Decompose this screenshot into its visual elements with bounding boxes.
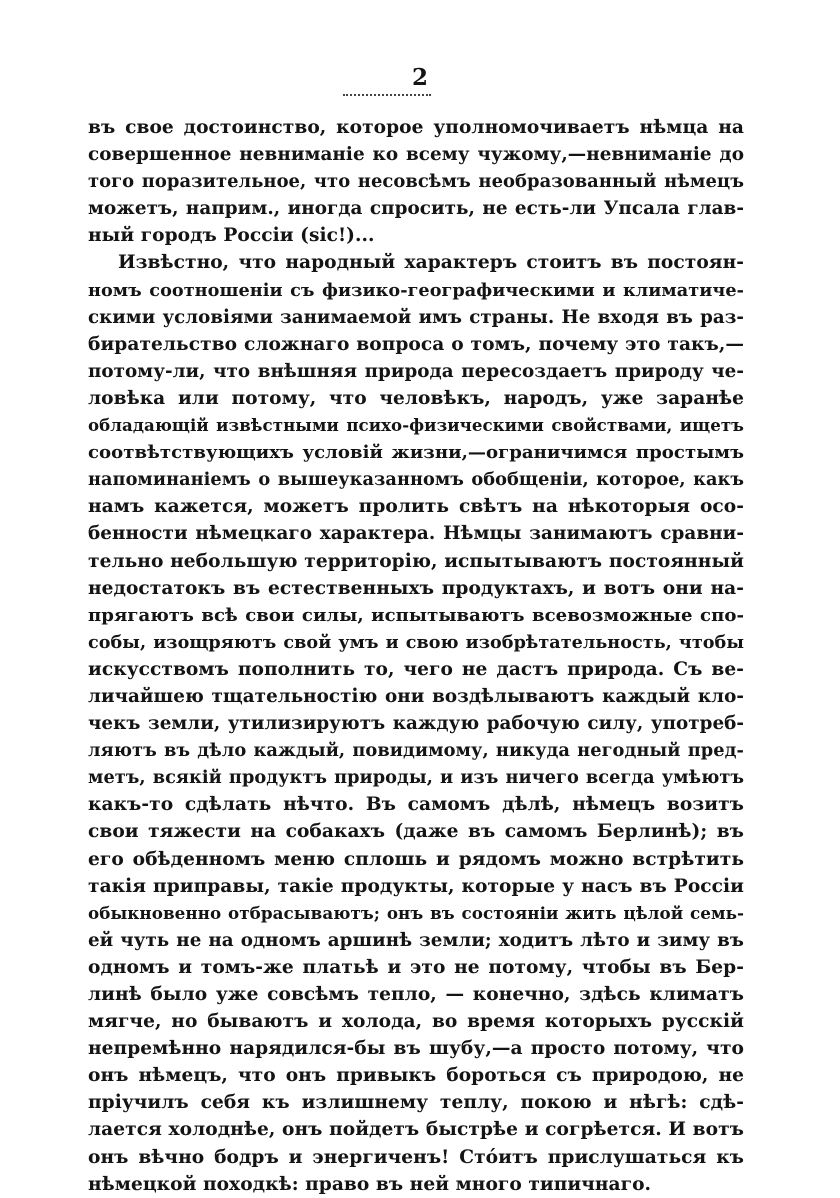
text-line: недостатокъ въ естественныхъ продуктахъ, и вотъ они на-	[88, 577, 744, 599]
page-number: 2	[411, 64, 428, 91]
text-line: ляютъ въ дѣло каждый, повидимому, никуда негодный пред-	[88, 740, 744, 762]
text-line: нѣмецкой походкѣ: право въ ней много типичнаго.	[88, 1173, 652, 1195]
text-line: онъ нѣмецъ, что онъ привыкъ бороться съ природою, не	[88, 1065, 744, 1087]
text-line: ловѣка или потому, что человѣкъ, народъ, уже заранѣе	[88, 387, 744, 409]
text-line: соотвѣтствующихъ условій жизни,—ограничимся простымъ	[88, 442, 744, 464]
text-line: искусствомъ пополнить то, чего не дастъ природа. Съ ве-	[88, 658, 744, 680]
text-line: ей чуть не на одномъ аршинѣ земли; ходитъ лѣто и зиму въ	[88, 929, 744, 951]
text-line: можетъ, наприм., иногда спросить, не есть-ли Упсала глав-	[88, 198, 744, 220]
text-line: чекъ земли, утилизируютъ каждую рабочую силу, употреб-	[88, 713, 744, 735]
page-number-rule	[343, 94, 431, 96]
text-line: прягаютъ всѣ свои силы, испытываютъ всевозможные спо-	[88, 604, 744, 626]
text-line: тельно небольшую территорію, испытываютъ постоянный	[88, 550, 744, 572]
text-line: потому-ли, что внѣшняя природа пересоздаетъ природу че-	[88, 360, 744, 382]
text-line: ный городъ Россіи (sic!)...	[88, 225, 375, 247]
text-line: обладающій извѣстными психо-физическими свойствами, ищетъ	[88, 415, 744, 436]
text-line: совершенное невниманіе ко всему чужому,—невниманіе до	[88, 144, 744, 166]
text-line: обыкновенно отбрасываютъ; онъ въ состояніи жить цѣлой семь-	[88, 902, 744, 923]
text-line: того поразительное, что несовсѣмъ необразованный нѣмецъ	[88, 171, 744, 193]
text-line: личайшею тщательностію они воздѣлываютъ каждый кло-	[88, 685, 744, 707]
text-line: метъ, всякій продуктъ природы, и изъ ничего всегда умѣютъ	[88, 767, 744, 789]
text-line: свои тяжести на собакахъ (даже въ самомъ Берлинѣ); въ	[88, 821, 744, 843]
text-line: намъ кажется, можетъ пролить свѣтъ на нѣкоторыя осо-	[88, 496, 744, 518]
text-line: бирательство сложнаго вопроса о томъ, почему это такъ,—	[88, 333, 744, 355]
text-line: бенности нѣмецкаго характера. Нѣмцы занимаютъ сравни-	[88, 523, 744, 545]
text-line: линѣ было уже совсѣмъ тепло, — конечно, здѣсь климатъ	[88, 984, 744, 1005]
text-line: мягче, но бываютъ и холода, во время которыхъ русскій	[88, 1011, 744, 1033]
text-line: онъ вѣчно бодръ и энергиченъ! Стóитъ прислушаться къ	[88, 1146, 744, 1168]
text-line: скими условіями занимаемой имъ страны. Не входя въ раз-	[88, 306, 744, 328]
text-line: собы, изощряютъ свой умъ и свою изобрѣтательность, чтобы	[88, 631, 744, 653]
paragraph-2	[88, 249, 744, 1197]
text-line: какъ-то сдѣлать нѣчто. Въ самомъ дѣлѣ, нѣмецъ возитъ	[88, 794, 744, 816]
text-line: непремѣнно нарядился-бы въ шубу,—а просто потому, что	[88, 1038, 744, 1060]
text-line: его обѣденномъ меню сплошь и рядомъ можно встрѣтить	[88, 848, 744, 870]
text-line: напоминаніемъ о вышеуказанномъ обобщеніи, которое, какъ	[88, 469, 744, 491]
text-line: лается холоднѣе, онъ пойдетъ быстрѣе и согрѣется. И вотъ	[88, 1119, 744, 1141]
text-line: такія приправы, такіе продукты, которые у насъ въ Россіи	[88, 875, 744, 897]
text-line: одномъ и томъ-же платьѣ и это не потому, чтобы въ Бер-	[88, 956, 744, 978]
text-line: номъ соотношеніи съ физико-географическими и климатиче-	[88, 279, 744, 301]
text-body	[88, 114, 744, 1198]
text-line: Извѣстно, что народный характеръ стоитъ въ постоян-	[118, 252, 744, 274]
text-line: въ свое достоинство, которое уполномочиваетъ нѣмца на	[88, 117, 744, 138]
paragraph-1	[88, 114, 744, 249]
text-line: пріучилъ себя къ излишнему теплу, покою и нѣгѣ: сдѣ-	[88, 1092, 744, 1114]
